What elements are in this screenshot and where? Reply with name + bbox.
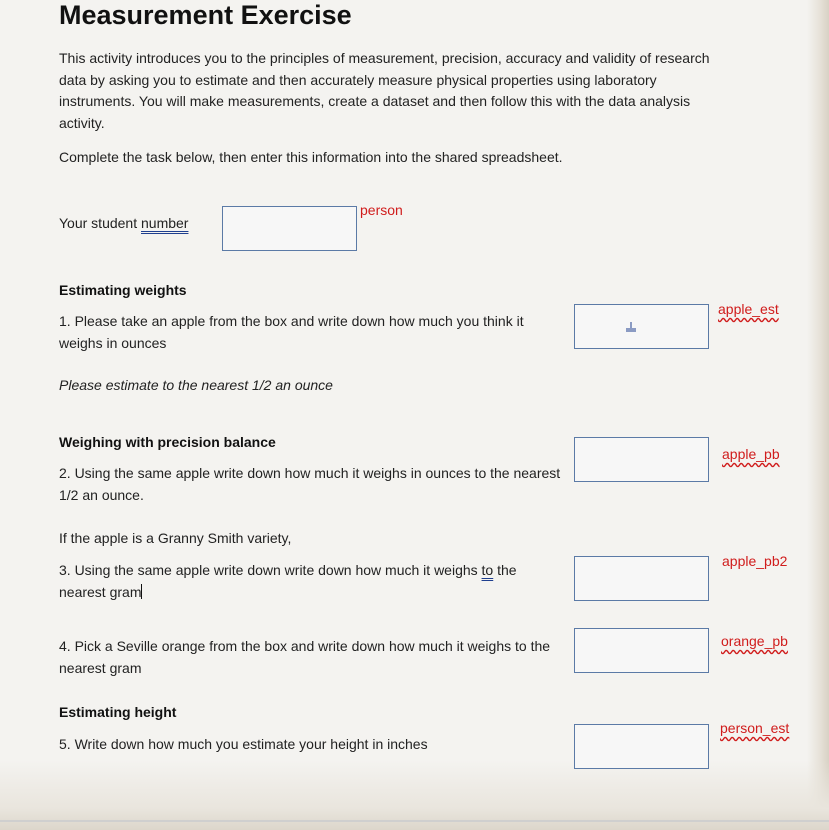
estimating-weights-heading: Estimating weights	[59, 282, 187, 298]
question-3-text-start: 3. Using the same apple write down write down how much it weighs	[59, 562, 482, 578]
apple-gram-tag: apple_pb2	[722, 553, 788, 569]
apple-precision-field[interactable]	[574, 437, 709, 482]
apple-precision-tag: apple_pb	[722, 446, 780, 462]
question-3-text	[59, 560, 564, 603]
estimating-height-heading: Estimating height	[59, 704, 177, 720]
instruction-paragraph: Complete the task below, then enter this information into the shared spreadsheet.	[59, 149, 563, 165]
question-1-text: 1. Please take an apple from the box and write down how much you think it weighs in ounces	[59, 313, 524, 351]
apple-gram-field[interactable]	[574, 556, 709, 601]
apple-estimate-tag: apple_est	[718, 301, 779, 317]
page-bottom-divider	[0, 820, 829, 822]
height-estimate-field[interactable]	[574, 724, 709, 769]
precision-balance-heading: Weighing with precision balance	[59, 434, 276, 450]
text-caret	[141, 584, 142, 599]
student-number-label-prefix: Your student	[59, 215, 141, 231]
student-number-label-word: number	[141, 215, 189, 231]
estimate-note: Please estimate to the nearest 1/2 an ounce	[59, 377, 333, 393]
text-cursor-icon	[626, 322, 636, 332]
orange-gram-tag: orange_pb	[721, 633, 788, 649]
student-number-label	[59, 213, 188, 235]
page-title: Measurement Exercise	[59, 0, 352, 30]
intro-paragraph: This activity introduces you to the principles of measurement, precision, accuracy and validity of research data by asking you to estimate and then accurately measure physical properties using laboratory instruments. You will make measurements, create a dataset and then follow this with the data analysis activity.	[59, 50, 710, 131]
student-number-field[interactable]	[222, 206, 357, 251]
question-3-text-end: the nearest gram	[59, 562, 517, 600]
granny-smith-condition: If the apple is a Granny Smith variety,	[59, 530, 292, 546]
student-number-tag: person	[360, 202, 403, 218]
question-3-text-underlined: to	[481, 562, 494, 578]
height-estimate-tag: person_est	[720, 720, 790, 736]
question-5-text: 5. Write down how much you estimate your height in inches	[59, 736, 428, 752]
orange-gram-field[interactable]	[574, 628, 709, 673]
question-2-text: 2. Using the same apple write down how much it weighs in ounces to the nearest 1/2 an ounce.	[59, 465, 561, 503]
apple-estimate-field[interactable]	[574, 304, 709, 349]
paper-edge-decoration	[807, 0, 829, 830]
question-4-text: 4. Pick a Seville orange from the box and write down how much it weighs to the nearest gram	[59, 638, 551, 676]
